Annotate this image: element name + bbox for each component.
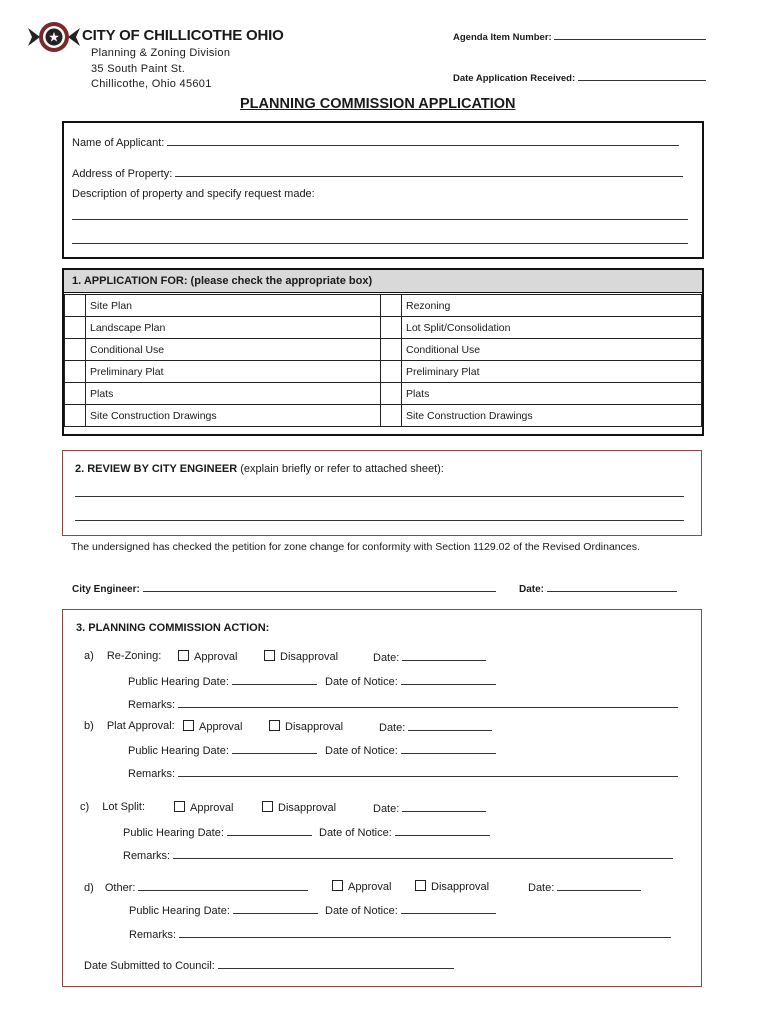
plat-approval-notice-label: Date of Notice: bbox=[325, 745, 398, 757]
lot-split-remarks-field[interactable] bbox=[123, 848, 673, 862]
description-line-1[interactable] bbox=[72, 219, 688, 220]
application-left-checkbox[interactable] bbox=[65, 317, 86, 339]
rezoning-row bbox=[84, 650, 161, 662]
other-letter: d) bbox=[84, 882, 94, 894]
plat-approval-approval-option[interactable] bbox=[183, 720, 242, 733]
application-left-option: Site Plan bbox=[86, 295, 381, 317]
seal-icon bbox=[28, 20, 80, 54]
other-row bbox=[84, 880, 308, 894]
other-hearing-label: Public Hearing Date: bbox=[129, 905, 230, 917]
application-right-checkbox[interactable] bbox=[381, 317, 402, 339]
application-type-row bbox=[65, 383, 702, 405]
other-approval-label: Approval bbox=[348, 881, 392, 893]
application-type-table bbox=[64, 294, 702, 427]
plat-approval-remarks-line[interactable] bbox=[178, 766, 678, 777]
application-left-option: Plats bbox=[86, 383, 381, 405]
lot-split-label: Lot Split: bbox=[102, 801, 146, 813]
agenda-item-line[interactable] bbox=[554, 29, 706, 40]
lot-split-approval-option[interactable] bbox=[174, 801, 233, 814]
other-approval-checkbox[interactable] bbox=[332, 880, 343, 891]
engineer-review-heading-bold: 2. REVIEW BY CITY ENGINEER bbox=[75, 463, 238, 475]
application-right-checkbox[interactable] bbox=[381, 339, 402, 361]
other-date-line[interactable] bbox=[557, 880, 641, 891]
plat-approval-date-field[interactable] bbox=[379, 720, 492, 734]
application-right-option: Conditional Use bbox=[402, 339, 702, 361]
application-right-checkbox[interactable] bbox=[381, 295, 402, 317]
plat-approval-hearing-field[interactable] bbox=[128, 743, 317, 757]
engineer-date-line[interactable] bbox=[547, 581, 677, 592]
other-notice-label: Date of Notice: bbox=[325, 905, 398, 917]
plat-approval-remarks-label: Remarks: bbox=[128, 768, 176, 780]
other-line[interactable] bbox=[138, 880, 308, 891]
agenda-item-label: Agenda Item Number: bbox=[453, 32, 552, 43]
plat-approval-row bbox=[84, 720, 175, 732]
plat-approval-approval-checkbox[interactable] bbox=[183, 720, 194, 731]
rezoning-approval-option[interactable] bbox=[178, 650, 237, 663]
application-type-row bbox=[65, 317, 702, 339]
plat-approval-disapproval-checkbox[interactable] bbox=[269, 720, 280, 731]
date-received-field[interactable] bbox=[453, 70, 706, 84]
application-type-row bbox=[65, 295, 702, 317]
other-disapproval-option[interactable] bbox=[415, 880, 489, 893]
application-left-checkbox[interactable] bbox=[65, 383, 86, 405]
application-type-row bbox=[65, 361, 702, 383]
engineer-review-heading-rest: (explain briefly or refer to attached sheet): bbox=[237, 463, 444, 475]
engineer-date-label: Date: bbox=[519, 584, 545, 595]
lot-split-remarks-label: Remarks: bbox=[123, 850, 171, 862]
plat-approval-label: Plat Approval: bbox=[106, 720, 175, 732]
agenda-item-field[interactable] bbox=[453, 29, 706, 43]
city-seal-logo bbox=[28, 20, 80, 54]
application-right-checkbox[interactable] bbox=[381, 383, 402, 405]
lot-split-notice-label: Date of Notice: bbox=[319, 827, 392, 839]
lot-split-hearing-field[interactable] bbox=[123, 825, 312, 839]
street-address: 35 South Paint St. bbox=[91, 63, 186, 75]
application-type-row bbox=[65, 339, 702, 361]
rezoning-disapproval-option[interactable] bbox=[264, 650, 338, 663]
application-type-row bbox=[65, 405, 702, 427]
application-left-checkbox[interactable] bbox=[65, 339, 86, 361]
date-received-line[interactable] bbox=[578, 70, 706, 81]
other-notice-line[interactable] bbox=[401, 903, 496, 914]
lot-split-date-line[interactable] bbox=[402, 801, 486, 812]
plat-approval-disapproval-option[interactable] bbox=[269, 720, 343, 733]
lot-split-row bbox=[80, 801, 145, 813]
rezoning-hearing-label: Public Hearing Date: bbox=[128, 676, 229, 688]
rezoning-approval-checkbox[interactable] bbox=[178, 650, 189, 661]
other-remarks-line[interactable] bbox=[179, 927, 671, 938]
lot-split-approval-label: Approval bbox=[190, 802, 234, 814]
other-hearing-line[interactable] bbox=[233, 903, 318, 914]
applicant-name-line[interactable] bbox=[167, 135, 679, 146]
engineer-date-field[interactable] bbox=[519, 581, 677, 595]
plat-approval-date-line[interactable] bbox=[408, 720, 492, 731]
other-label: Other: bbox=[104, 882, 136, 894]
other-disapproval-label: Disapproval bbox=[431, 881, 490, 893]
lot-split-disapproval-label: Disapproval bbox=[278, 802, 337, 814]
division-name: Planning & Zoning Division bbox=[91, 47, 231, 59]
rezoning-label: Re-Zoning: bbox=[106, 650, 162, 662]
rezoning-remarks-field[interactable] bbox=[128, 697, 678, 711]
application-left-option: Landscape Plan bbox=[86, 317, 381, 339]
lot-split-approval-checkbox[interactable] bbox=[174, 801, 185, 812]
city-engineer-label: City Engineer: bbox=[72, 584, 140, 595]
other-hearing-field[interactable] bbox=[129, 903, 318, 917]
rezoning-date-line[interactable] bbox=[402, 650, 486, 661]
rezoning-approval-label: Approval bbox=[194, 651, 238, 663]
conformity-statement: The undersigned has checked the petition for zone change for conformity with Section 1129.02 of the Revised Ordinances. bbox=[71, 541, 640, 553]
application-left-option: Preliminary Plat bbox=[86, 361, 381, 383]
council-submission-label: Date Submitted to Council: bbox=[84, 960, 215, 972]
other-remarks-field[interactable] bbox=[129, 927, 671, 941]
other-date-label: Date: bbox=[528, 882, 555, 894]
description-label: Description of property and specify request made: bbox=[72, 188, 315, 200]
plat-approval-hearing-line[interactable] bbox=[232, 743, 317, 754]
plat-approval-date-label: Date: bbox=[379, 722, 406, 734]
rezoning-date-label: Date: bbox=[373, 652, 400, 664]
city-name: CITY OF CHILLICOTHE OHIO bbox=[82, 27, 284, 44]
application-right-option: Site Construction Drawings bbox=[402, 405, 702, 427]
city-engineer-field[interactable] bbox=[72, 581, 496, 595]
lot-split-date-label: Date: bbox=[373, 803, 400, 815]
plat-approval-notice-line[interactable] bbox=[401, 743, 496, 754]
property-address-line[interactable] bbox=[175, 166, 683, 177]
application-left-option: Conditional Use bbox=[86, 339, 381, 361]
council-submission-line[interactable] bbox=[218, 958, 454, 969]
application-left-checkbox[interactable] bbox=[65, 295, 86, 317]
application-right-checkbox[interactable] bbox=[381, 405, 402, 427]
rezoning-remarks-line[interactable] bbox=[178, 697, 678, 708]
date-received-label: Date Application Received: bbox=[453, 73, 576, 84]
lot-split-hearing-line[interactable] bbox=[227, 825, 312, 836]
commission-action-heading: 3. PLANNING COMMISSION ACTION: bbox=[76, 622, 270, 634]
council-submission-field[interactable] bbox=[84, 958, 454, 972]
engineer-review-heading bbox=[75, 463, 444, 475]
application-right-option: Plats bbox=[402, 383, 702, 405]
lot-split-notice-line[interactable] bbox=[395, 825, 490, 836]
application-left-checkbox[interactable] bbox=[65, 361, 86, 383]
lot-split-disapproval-option[interactable] bbox=[262, 801, 336, 814]
plat-approval-approval-label: Approval bbox=[199, 721, 243, 733]
applicant-name-label: Name of Applicant: bbox=[72, 137, 165, 149]
engineer-review-line-2[interactable] bbox=[75, 520, 684, 521]
other-notice-field[interactable] bbox=[325, 903, 496, 917]
application-left-checkbox[interactable] bbox=[65, 405, 86, 427]
application-for-heading bbox=[64, 270, 702, 293]
lot-split-remarks-line[interactable] bbox=[173, 848, 673, 859]
application-right-option: Preliminary Plat bbox=[402, 361, 702, 383]
city-engineer-line[interactable] bbox=[143, 581, 496, 592]
plat-approval-disapproval-label: Disapproval bbox=[285, 721, 344, 733]
property-address-label: Address of Property: bbox=[72, 168, 173, 180]
property-address-field[interactable] bbox=[72, 166, 683, 180]
rezoning-hearing-line[interactable] bbox=[232, 674, 317, 685]
rezoning-notice-field[interactable] bbox=[325, 674, 496, 688]
lot-split-letter: c) bbox=[80, 801, 90, 813]
application-right-option: Rezoning bbox=[402, 295, 702, 317]
engineer-review-line-1[interactable] bbox=[75, 496, 684, 497]
rezoning-letter: a) bbox=[84, 650, 94, 662]
rezoning-date-field[interactable] bbox=[373, 650, 486, 664]
plat-approval-hearing-label: Public Hearing Date: bbox=[128, 745, 229, 757]
lot-split-hearing-label: Public Hearing Date: bbox=[123, 827, 224, 839]
application-for-heading-text: 1. APPLICATION FOR: (please check the appropriate box) bbox=[72, 275, 373, 287]
application-left-option: Site Construction Drawings bbox=[86, 405, 381, 427]
description-line-2[interactable] bbox=[72, 243, 688, 244]
other-date-field[interactable] bbox=[528, 880, 641, 894]
application-right-option: Lot Split/Consolidation bbox=[402, 317, 702, 339]
other-remarks-label: Remarks: bbox=[129, 929, 177, 941]
plat-approval-remarks-field[interactable] bbox=[128, 766, 678, 780]
plat-approval-notice-field[interactable] bbox=[325, 743, 496, 757]
rezoning-notice-line[interactable] bbox=[401, 674, 496, 685]
rezoning-hearing-field[interactable] bbox=[128, 674, 317, 688]
city-state-zip: Chillicothe, Ohio 45601 bbox=[91, 78, 212, 90]
rezoning-notice-label: Date of Notice: bbox=[325, 676, 398, 688]
plat-approval-letter: b) bbox=[84, 720, 94, 732]
rezoning-disapproval-checkbox[interactable] bbox=[264, 650, 275, 661]
other-disapproval-checkbox[interactable] bbox=[415, 880, 426, 891]
other-approval-option[interactable] bbox=[332, 880, 391, 893]
lot-split-date-field[interactable] bbox=[373, 801, 486, 815]
applicant-name-field[interactable] bbox=[72, 135, 679, 149]
rezoning-disapproval-label: Disapproval bbox=[280, 651, 339, 663]
lot-split-notice-field[interactable] bbox=[319, 825, 490, 839]
rezoning-remarks-label: Remarks: bbox=[128, 699, 176, 711]
page-title: PLANNING COMMISSION APPLICATION bbox=[240, 96, 516, 112]
application-right-checkbox[interactable] bbox=[381, 361, 402, 383]
lot-split-disapproval-checkbox[interactable] bbox=[262, 801, 273, 812]
